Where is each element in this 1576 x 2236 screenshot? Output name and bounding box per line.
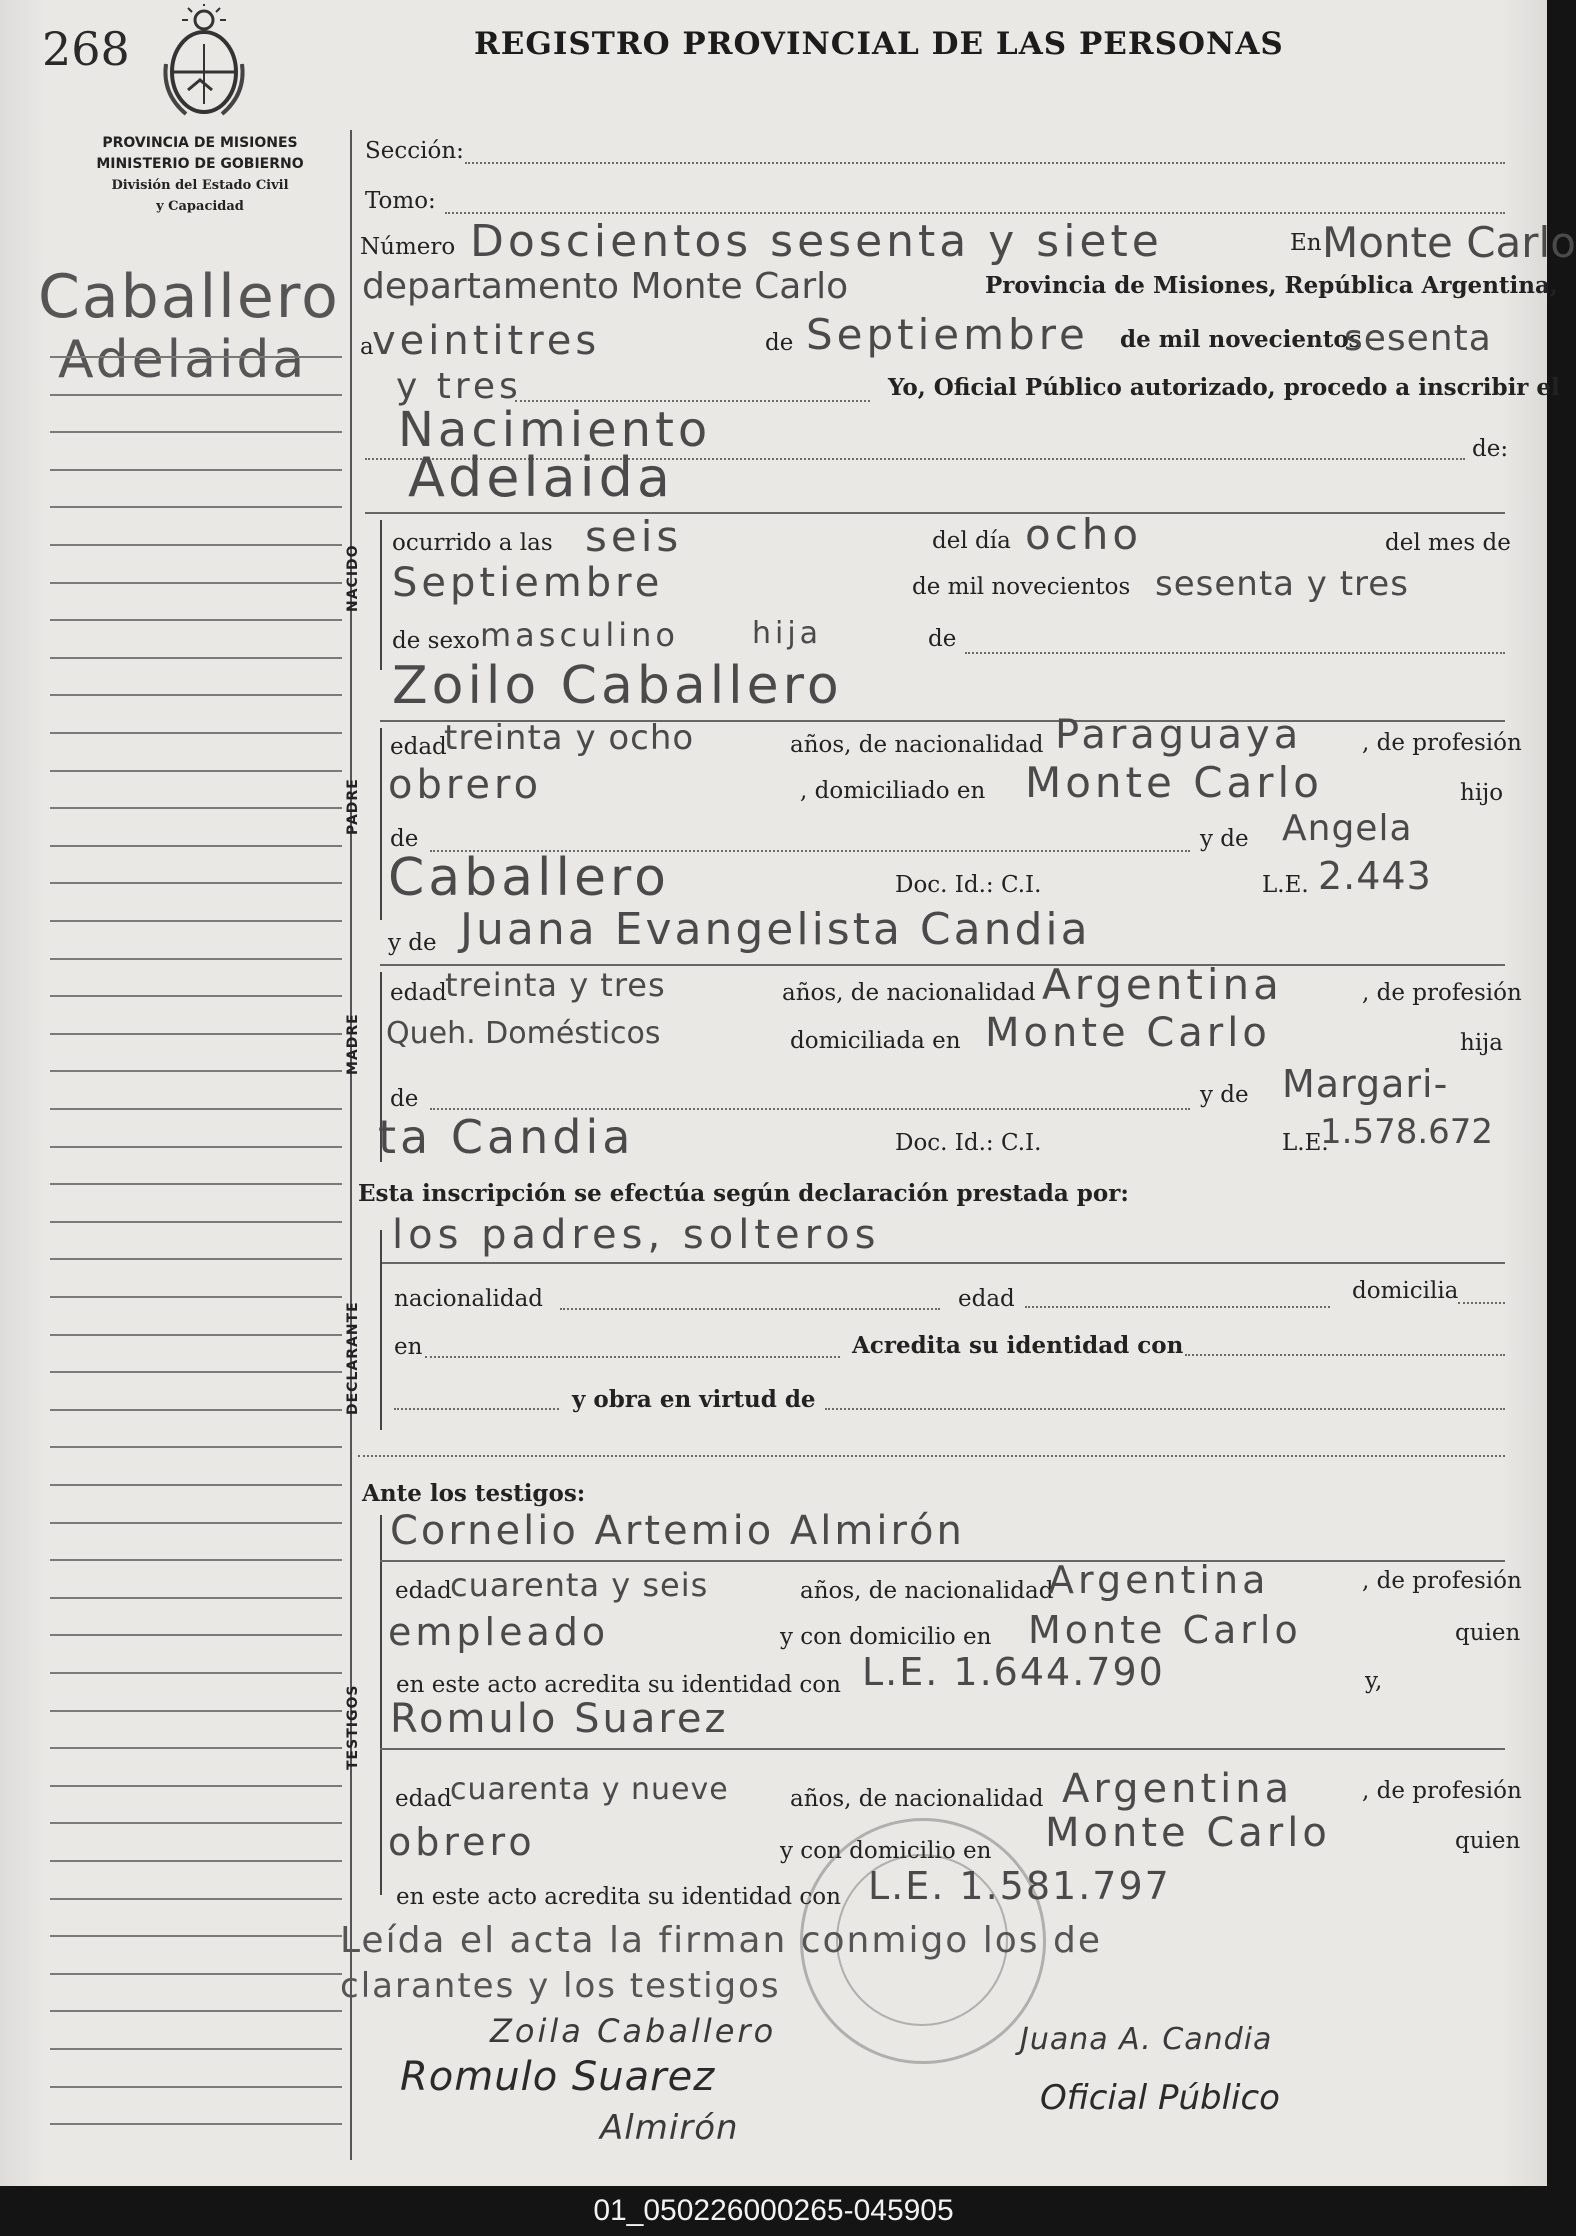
tomo-label: Tomo: — [365, 188, 436, 214]
declarante-value: los padres, solteros — [392, 1212, 881, 1258]
madre-domiciliada-label: domiciliada en — [790, 1028, 961, 1054]
margin-ruled-line — [50, 845, 342, 847]
numero-label: Número — [360, 234, 456, 260]
sexo-line — [965, 652, 1505, 654]
w2-profesion-value: obrero — [388, 1820, 536, 1864]
testigos-intro: Ante los testigos: — [362, 1480, 586, 1507]
declarante-nacionalidad-label: nacionalidad — [394, 1286, 544, 1312]
oficial-text: Yo, Oficial Público autorizado, procedo a inscribir el — [888, 374, 1560, 401]
padre-le-label: L.E. — [1262, 872, 1309, 898]
child-name-line — [365, 512, 1505, 514]
hour-value: seis — [585, 512, 683, 561]
act-type-value: Nacimiento — [398, 402, 712, 458]
margin-ruled-line — [50, 506, 342, 508]
province-block — [50, 133, 350, 217]
madre-nacionalidad-label: años, de nacionalidad — [782, 980, 1036, 1006]
w1-quien-label: quien — [1455, 1620, 1521, 1646]
image-code-footer: 01_050226000265-045905 — [0, 2186, 1547, 2236]
padre-profesion-value: obrero — [388, 762, 543, 808]
margin-ruled-line — [50, 619, 342, 621]
madre-le-label: L.E. — [1282, 1130, 1329, 1156]
madre-parent2-value: Margari- — [1282, 1062, 1449, 1106]
madre-tab: MADRE — [345, 1013, 361, 1075]
madre-parent2-surname: ta Candia — [378, 1110, 635, 1164]
declarante-domicilia-label: domicilia — [1352, 1278, 1459, 1304]
signature-1: Zoila Caballero — [490, 2012, 777, 2050]
declarante-acredita-line — [1185, 1354, 1505, 1356]
de-colon: de: — [1472, 436, 1509, 462]
padre-edad-value: treinta y ocho — [444, 718, 695, 758]
margin-ruled-line — [50, 1597, 342, 1599]
margin-ruled-line — [50, 657, 342, 659]
madre-de-label: de — [390, 1086, 419, 1112]
margin-ruled-line — [50, 1183, 342, 1185]
madre-domicilio-value: Monte Carlo — [985, 1010, 1271, 1056]
madre-le-value: 1.578.672 — [1320, 1112, 1494, 1152]
margin-ruled-line — [50, 1822, 342, 1824]
w2-nacionalidad-value: Argentina — [1062, 1766, 1294, 1812]
sexo-value: masculino — [480, 616, 679, 654]
padre-profesion-label: , de profesión — [1362, 730, 1522, 756]
division-line: División del Estado Civil — [111, 178, 289, 193]
margin-ruled-line — [50, 1033, 342, 1035]
margin-ruled-line — [50, 882, 342, 884]
margin-ruled-line — [50, 1672, 342, 1674]
margin-ruled-line — [50, 1371, 342, 1373]
margin-divider — [350, 130, 352, 2160]
madre-edad-label: edad — [390, 980, 447, 1006]
de-mil-text: de mil novecientos — [1120, 326, 1362, 353]
margin-ruled-line — [50, 732, 342, 734]
seccion-label: Sección: — [365, 138, 464, 164]
de-label: de — [765, 330, 794, 356]
declarante-nacionalidad-line — [560, 1308, 940, 1310]
padre-edad-label: edad — [390, 734, 447, 760]
nacido-year-value: sesenta y tres — [1155, 564, 1409, 604]
padre-domicilio-value: Monte Carlo — [1025, 758, 1323, 807]
padre-parent2-surname: Caballero — [388, 848, 670, 908]
capacity-line: y Capacidad — [156, 199, 244, 214]
w2-acredita-label: en este acto acredita su identidad con — [396, 1884, 841, 1910]
padre-de-label: de — [390, 826, 419, 852]
year-value-1: sesenta — [1344, 318, 1492, 359]
declarante-intro: Esta inscripción se efectúa según declaración prestada por: — [358, 1180, 1129, 1207]
w2-quien-label: quien — [1455, 1828, 1521, 1854]
margin-surname: Caballero — [38, 262, 340, 332]
signature-3: Romulo Suarez — [400, 2054, 716, 2100]
mother-name-value: Juana Evangelista Candia — [460, 904, 1091, 955]
margin-ruled-line — [50, 1747, 342, 1749]
margin-ruled-line — [50, 1634, 342, 1636]
declarante-bracket — [380, 1230, 382, 1430]
margin-ruled-line — [50, 1146, 342, 1148]
nacido-de-label: de — [928, 626, 957, 652]
madre-hija-label: hija — [1460, 1030, 1504, 1056]
w1-con-domicilio-label: y con domicilio en — [780, 1624, 992, 1650]
madre-profesion-value: Queh. Domésticos — [386, 1016, 661, 1051]
seccion-line — [465, 162, 1505, 164]
en-label: En — [1290, 230, 1322, 256]
margin-ruled-line — [50, 1860, 342, 1862]
margin-ruled-line — [50, 356, 342, 358]
w1-name-value: Cornelio Artemio Almirón — [390, 1508, 965, 1554]
w1-acredita-label: en este acto acredita su identidad con — [396, 1672, 841, 1698]
margin-ruled-line — [50, 2010, 342, 2012]
padre-y-de-label: y de — [1200, 826, 1249, 852]
w2-name-value: Romulo Suarez — [390, 1696, 729, 1742]
margin-ruled-line — [50, 2123, 342, 2125]
margin-ruled-line — [50, 958, 342, 960]
margin-ruled-line — [50, 1710, 342, 1712]
margin-ruled-line — [50, 770, 342, 772]
margin-ruled-line — [50, 394, 342, 396]
margin-ruled-line — [50, 1785, 342, 1787]
day-value: veintitres — [372, 318, 601, 364]
margin-ruled-line — [50, 1334, 342, 1336]
w2-nacionalidad-label: años, de nacionalidad — [790, 1786, 1044, 1812]
margin-ruled-line — [50, 2086, 342, 2088]
margin-ruled-line — [50, 1484, 342, 1486]
w1-y-label: y, — [1365, 1668, 1383, 1694]
margin-ruled-line — [50, 1221, 342, 1223]
numero-value: Doscientos sesenta y siete — [470, 216, 1163, 267]
margin-ruled-line — [50, 1258, 342, 1260]
margin-ruled-line — [50, 1446, 342, 1448]
father-name-value: Zoilo Caballero — [392, 656, 843, 716]
declarante-tab: DECLARANTE — [345, 1301, 361, 1415]
madre-nacionalidad-value: Argentina — [1042, 960, 1283, 1009]
a-label: a — [360, 334, 374, 360]
provincia-text: Provincia de Misiones, República Argentina, — [985, 272, 1558, 299]
margin-ruled-line — [50, 1409, 342, 1411]
hija-value: hija — [752, 616, 823, 651]
testigos-tab: TESTIGOS — [345, 1684, 361, 1770]
province-line: PROVINCIA DE MISIONES — [102, 135, 298, 151]
margin-ruled-line — [50, 920, 342, 922]
padre-le-value: 2.443 — [1318, 854, 1432, 898]
w1-nacionalidad-value: Argentina — [1048, 1558, 1270, 1602]
padre-doc-label: Doc. Id.: C.I. — [895, 872, 1042, 898]
signature-2: Juana A. Candia — [1020, 2022, 1273, 2057]
w2-edad-label: edad — [395, 1786, 452, 1812]
padre-parent2-value: Angela — [1282, 808, 1413, 849]
margin-ruled-line — [50, 1296, 342, 1298]
margin-ruled-line — [50, 1108, 342, 1110]
padre-nacionalidad-label: años, de nacionalidad — [790, 732, 1044, 758]
coat-of-arms-icon — [158, 4, 250, 122]
signature-5: Oficial Público — [1040, 2078, 1280, 2118]
w1-domicilio-value: Monte Carlo — [1028, 1608, 1302, 1652]
padre-domiciliado-label: , domiciliado en — [800, 778, 986, 804]
margin-ruled-line — [50, 995, 342, 997]
padre-tab: PADRE — [345, 778, 361, 835]
page-title: REGISTRO PROVINCIAL DE LAS PERSONAS — [474, 26, 1284, 62]
w1-profesion-value: empleado — [388, 1610, 610, 1654]
margin-ruled-line — [50, 582, 342, 584]
margin-ruled-line — [50, 1898, 342, 1900]
w2-name-line — [380, 1748, 1505, 1750]
closing-line-1: Leída el acta la firman conmigo los de — [340, 1920, 1102, 1961]
declarante-obra-pre-line — [394, 1408, 559, 1410]
margin-ruled-line — [50, 2048, 342, 2050]
declarante-en-label: en — [394, 1334, 423, 1360]
w2-domicilio-value: Monte Carlo — [1045, 1810, 1331, 1856]
margin-given-name: Adelaida — [58, 330, 308, 390]
w1-name-line — [380, 1560, 1505, 1562]
declarante-en-line — [425, 1356, 840, 1358]
closing-line-2: clarantes y los testigos — [340, 1966, 781, 2006]
madre-y-de-label: y de — [388, 930, 437, 956]
nacido-bracket — [380, 520, 382, 670]
testigos-bracket — [380, 1515, 382, 1895]
declarante-edad-label: edad — [958, 1286, 1015, 1312]
margin-ruled-line — [50, 807, 342, 809]
declarante-obra-label: y obra en virtud de — [572, 1386, 816, 1413]
padre-bracket — [380, 728, 382, 920]
w1-id-value: L.E. 1.644.790 — [862, 1650, 1165, 1694]
departamento-value: departamento Monte Carlo — [362, 266, 849, 307]
madre-doc-label: Doc. Id.: C.I. — [895, 1130, 1042, 1156]
declarante-end-line — [358, 1455, 1505, 1457]
madre-y-de-label2: y de — [1200, 1082, 1249, 1108]
declarante-edad-line — [1025, 1306, 1330, 1308]
signature-4: Almirón — [600, 2108, 739, 2148]
page-number: 268 — [42, 22, 130, 76]
margin-ruled-line — [50, 431, 342, 433]
w2-edad-value: cuarenta y nueve — [450, 1772, 729, 1807]
month-value: Septiembre — [806, 310, 1089, 359]
madre-edad-value: treinta y tres — [445, 966, 666, 1004]
nacido-day-value: ocho — [1025, 510, 1143, 559]
margin-ruled-line — [50, 469, 342, 471]
margin-ruled-line — [50, 1070, 342, 1072]
place-value: Monte Carlo — [1322, 218, 1576, 267]
w1-profesion-label: , de profesión — [1362, 1568, 1522, 1594]
nacido-month-value: Septiembre — [392, 560, 664, 606]
w2-id-value: L.E. 1.581.797 — [868, 1864, 1171, 1908]
child-name-value: Adelaida — [408, 446, 674, 509]
w1-edad-label: edad — [395, 1578, 452, 1604]
del-mes-label: del mes de — [1385, 530, 1511, 556]
w2-profesion-label: , de profesión — [1362, 1778, 1522, 1804]
madre-profesion-label: , de profesión — [1362, 980, 1522, 1006]
padre-nacionalidad-value: Paraguaya — [1055, 712, 1303, 758]
padre-hijo-label: hijo — [1460, 780, 1504, 806]
declarante-line — [380, 1262, 1505, 1264]
tomo-line — [445, 212, 1505, 214]
ocurrido-label: ocurrido a las — [392, 530, 553, 556]
margin-ruled-line — [50, 1559, 342, 1561]
official-seal-inner-icon — [836, 1854, 1008, 2026]
de-mil-label: de mil novecientos — [912, 574, 1131, 600]
margin-ruled-line — [50, 694, 342, 696]
w2-con-domicilio-label: y con domicilio en — [780, 1838, 992, 1864]
year-value-2: y tres — [396, 366, 522, 407]
margin-ruled-line — [50, 1973, 342, 1975]
margin-ruled-line — [50, 1522, 342, 1524]
margin-ruled-line — [50, 544, 342, 546]
nacido-tab: NACIDO — [345, 544, 361, 612]
w1-edad-value: cuarenta y seis — [450, 1566, 709, 1604]
declarante-domicilia-line — [1458, 1302, 1505, 1304]
w1-nacionalidad-label: años, de nacionalidad — [800, 1578, 1054, 1604]
declarante-acredita-label: Acredita su identidad con — [852, 1332, 1184, 1359]
sexo-label: de sexo — [392, 628, 480, 654]
declarante-obra-line — [825, 1408, 1505, 1410]
del-dia-label: del día — [932, 528, 1011, 554]
margin-ruled-line — [50, 1935, 342, 1937]
ministry-line: MINISTERIO DE GOBIERNO — [96, 156, 304, 172]
